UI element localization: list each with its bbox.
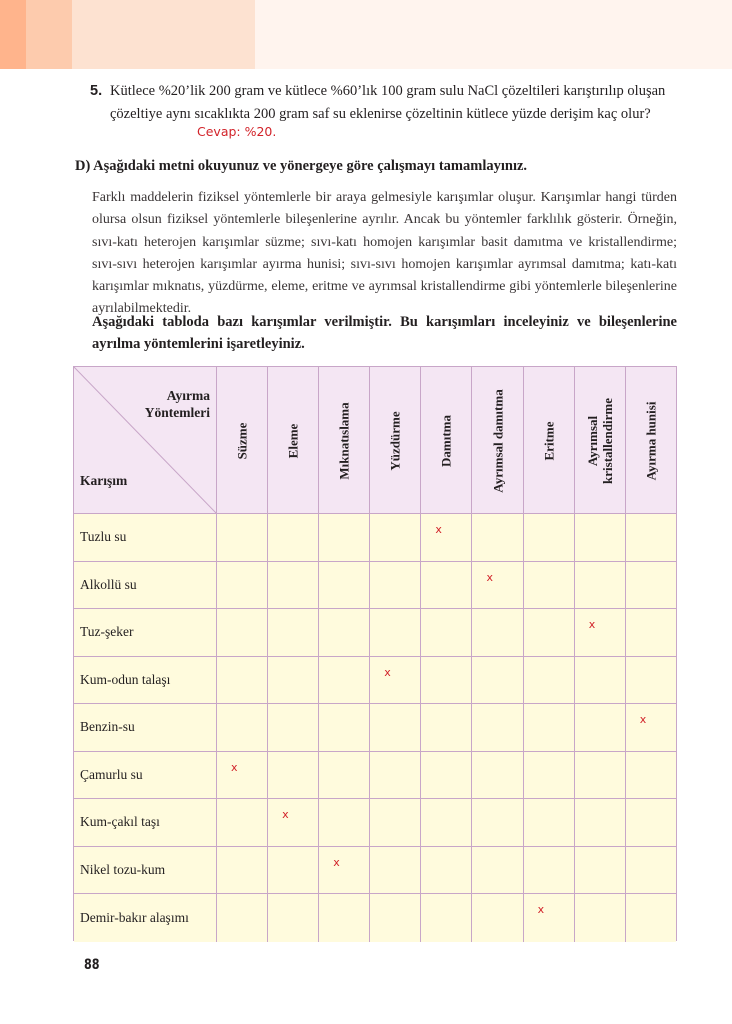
check-mark-icon: x: [333, 855, 340, 869]
section-d-title: D) Aşağıdaki metni okuyunuz ve yönergeye göre çalışmayı tamamlayınız.: [75, 158, 528, 174]
header-band-segment: [255, 0, 732, 69]
column-header-label: Süzme: [234, 422, 250, 459]
column-header-label: Eritme: [541, 421, 557, 460]
checkbox-cell[interactable]: [626, 657, 677, 704]
question-text-line-2: çözeltiye aynı sıcaklıkta 200 gram saf su eklenirse çözeltinin kütlece yüzde derişim kaç olur?: [110, 106, 651, 122]
checkbox-cell[interactable]: [473, 609, 524, 656]
question-5: [90, 80, 690, 126]
checkbox-cell[interactable]: [421, 657, 472, 704]
checkbox-cell[interactable]: [217, 514, 268, 561]
checkbox-cell[interactable]: [217, 609, 268, 656]
checkbox-cell[interactable]: [524, 514, 575, 561]
checkbox-cell[interactable]: [421, 514, 472, 561]
table-row: [74, 847, 676, 895]
checkbox-cell[interactable]: [268, 799, 319, 846]
header-band-segment: [0, 0, 26, 69]
row-label: Alkollü su: [74, 562, 217, 609]
checkbox-cell[interactable]: [268, 562, 319, 609]
checkbox-cell[interactable]: [575, 704, 626, 751]
checkbox-cell[interactable]: [370, 847, 421, 894]
checkbox-cell[interactable]: [524, 894, 575, 942]
checkbox-cell[interactable]: [524, 704, 575, 751]
checkbox-cell[interactable]: [575, 847, 626, 894]
answer-text: Cevap: %20.: [197, 124, 277, 139]
checkbox-cell[interactable]: [370, 799, 421, 846]
table-row: [74, 514, 676, 562]
checkbox-cell[interactable]: [524, 847, 575, 894]
checkbox-cell[interactable]: [319, 609, 370, 656]
check-mark-icon: x: [639, 713, 647, 726]
check-mark-icon: x: [435, 523, 442, 536]
checkbox-cell[interactable]: [319, 562, 370, 609]
section-d-paragraph: Farklı maddelerin fiziksel yöntemlerle bir araya gelmesiyle karışımlar oluşur. Karışımlar hangi türden olursa olsun fiziksel yöntemlerle bileşenlerine ayrılır. Ancak bu yöntemler farklılık gösterir. Örneğin, sıvı-katı heterojen karışımlar süzme; sıvı-katı homojen karışımlar basit damıtma ve kristallendirme; sıvı-sıvı heterojen karışımlar ayırma hunisi; sıvı-sıvı homojen karışımlar ayrımsal damıtma; katı-katı karışımlar mıknatıs, yüzdürme, eleme, eritme ve ayrımsal kristallendirme gibi yöntemlerle bileşenlerine ayrılabilmektedir.: [92, 190, 677, 317]
checkbox-cell[interactable]: [575, 657, 626, 704]
checkbox-cell[interactable]: [217, 704, 268, 751]
checkbox-cell[interactable]: [370, 752, 421, 799]
header-band-segment: [26, 0, 72, 69]
checkbox-cell[interactable]: [268, 609, 319, 656]
row-label: Nikel tozu-kum: [74, 847, 217, 894]
column-header: [575, 367, 626, 514]
row-label: Kum-çakıl taşı: [74, 799, 217, 846]
checkbox-cell[interactable]: [626, 704, 677, 751]
checkbox-cell[interactable]: [626, 514, 677, 561]
checkbox-cell[interactable]: [473, 514, 524, 561]
checkbox-cell[interactable]: [421, 562, 472, 609]
checkbox-cell[interactable]: [524, 752, 575, 799]
checkbox-cell[interactable]: [575, 894, 626, 942]
column-header-label: Ayırma hunisi: [643, 401, 659, 480]
checkbox-cell[interactable]: [319, 704, 370, 751]
checkbox-cell[interactable]: [626, 752, 677, 799]
question-text-line-1: Kütlece %20’lik 200 gram ve kütlece %60’lık 100 gram sulu NaCl çözeltileri karıştırılıp oluşan: [110, 83, 666, 99]
checkbox-cell[interactable]: [217, 657, 268, 704]
column-header-label: Damıtma: [438, 414, 454, 467]
checkbox-cell[interactable]: [473, 657, 524, 704]
checkbox-cell[interactable]: [626, 894, 677, 942]
checkbox-cell[interactable]: [421, 704, 472, 751]
check-mark-icon: x: [486, 570, 494, 584]
column-header-label: Ayrımsal damıtma: [490, 388, 505, 493]
check-mark-icon: x: [231, 760, 238, 774]
checkbox-cell[interactable]: [524, 657, 575, 704]
header-band-segment: [72, 0, 255, 69]
row-label: Tuzlu su: [74, 514, 217, 561]
decorative-header-band: [0, 0, 732, 69]
column-header: [217, 367, 268, 514]
checkbox-cell[interactable]: [268, 752, 319, 799]
checkbox-cell[interactable]: [319, 894, 370, 942]
checkbox-cell[interactable]: [370, 704, 421, 751]
table-row: [74, 657, 676, 705]
column-header-label: Yüzdürme: [387, 410, 403, 471]
row-label: Benzin-su: [74, 704, 217, 751]
checkbox-cell[interactable]: [319, 657, 370, 704]
column-header: [524, 367, 575, 514]
page-number: 88: [84, 957, 100, 973]
checkbox-cell[interactable]: [217, 562, 268, 609]
checkbox-cell[interactable]: [473, 894, 524, 942]
check-mark-icon: x: [537, 903, 545, 916]
column-header: [319, 367, 370, 514]
table-row: [74, 704, 676, 752]
checkbox-cell[interactable]: [524, 562, 575, 609]
checkbox-cell[interactable]: [626, 562, 677, 609]
check-mark-icon: x: [282, 808, 289, 821]
row-label: Demir-bakır alaşımı: [74, 894, 217, 942]
row-label: Çamurlu su: [74, 752, 217, 799]
table-header-row: [74, 367, 676, 514]
checkbox-cell[interactable]: [370, 609, 421, 656]
column-header-label: Eleme: [285, 423, 301, 458]
column-header: [473, 367, 524, 514]
checkbox-cell[interactable]: [268, 657, 319, 704]
question-number: 5.: [90, 83, 103, 99]
column-header: [421, 367, 472, 514]
checkbox-cell[interactable]: [473, 799, 524, 846]
table-row: [74, 752, 676, 800]
checkbox-cell[interactable]: [421, 894, 472, 942]
separation-methods-table: [73, 366, 677, 941]
checkbox-cell[interactable]: [217, 894, 268, 942]
checkbox-cell[interactable]: [421, 799, 472, 846]
checkbox-cell[interactable]: [575, 799, 626, 846]
checkbox-cell[interactable]: [575, 562, 626, 609]
checkbox-cell[interactable]: [370, 894, 421, 942]
column-header-label: Mıknatıslama: [336, 401, 352, 480]
checkbox-cell[interactable]: [421, 609, 472, 656]
corner-label-mixture: Karışım: [80, 473, 128, 488]
checkbox-cell[interactable]: [268, 514, 319, 561]
table-corner-cell: [74, 367, 217, 514]
column-header: [268, 367, 319, 514]
checkbox-cell[interactable]: [268, 704, 319, 751]
check-mark-icon: x: [588, 618, 596, 631]
checkbox-cell[interactable]: [217, 799, 268, 846]
table-row: [74, 562, 676, 610]
checkbox-cell[interactable]: [575, 609, 626, 656]
checkbox-cell[interactable]: [626, 609, 677, 656]
corner-label-methods: Ayırma Yöntemleri: [144, 388, 210, 420]
checkbox-cell[interactable]: [421, 847, 472, 894]
column-header: [370, 367, 421, 514]
checkbox-cell[interactable]: [319, 752, 370, 799]
checkbox-cell[interactable]: [370, 514, 421, 561]
checkbox-cell[interactable]: [473, 562, 524, 609]
section-d-instruction: Aşağıdaki tabloda bazı karışımlar verilmiştir. Bu karışımları inceleyiniz ve bileşenlerine ayrılma yöntemlerini işaretleyiniz.: [92, 314, 677, 352]
checkbox-cell[interactable]: [217, 847, 268, 894]
checkbox-cell[interactable]: [217, 752, 268, 799]
checkbox-cell[interactable]: [575, 752, 626, 799]
checkbox-cell[interactable]: [473, 752, 524, 799]
checkbox-cell[interactable]: [473, 847, 524, 894]
checkbox-cell[interactable]: [626, 799, 677, 846]
checkbox-cell[interactable]: [626, 847, 677, 894]
checkbox-cell[interactable]: [370, 562, 421, 609]
checkbox-cell[interactable]: [421, 752, 472, 799]
checkbox-cell[interactable]: [473, 704, 524, 751]
check-mark-icon: x: [384, 665, 391, 679]
row-label: Tuz-şeker: [74, 609, 217, 656]
table-row: [74, 894, 676, 942]
checkbox-cell[interactable]: [268, 847, 319, 894]
checkbox-cell[interactable]: [319, 847, 370, 894]
checkbox-cell[interactable]: [370, 657, 421, 704]
table-row: [74, 609, 676, 657]
row-label: Kum-odun talaşı: [74, 657, 217, 704]
checkbox-cell[interactable]: [524, 609, 575, 656]
checkbox-cell[interactable]: [524, 799, 575, 846]
checkbox-cell[interactable]: [319, 514, 370, 561]
table-row: [74, 799, 676, 847]
checkbox-cell[interactable]: [575, 514, 626, 561]
checkbox-cell[interactable]: [319, 799, 370, 846]
column-header-label: Ayrımsal kristallendirme: [584, 397, 615, 484]
column-header: [626, 367, 677, 514]
checkbox-cell[interactable]: [268, 894, 319, 942]
